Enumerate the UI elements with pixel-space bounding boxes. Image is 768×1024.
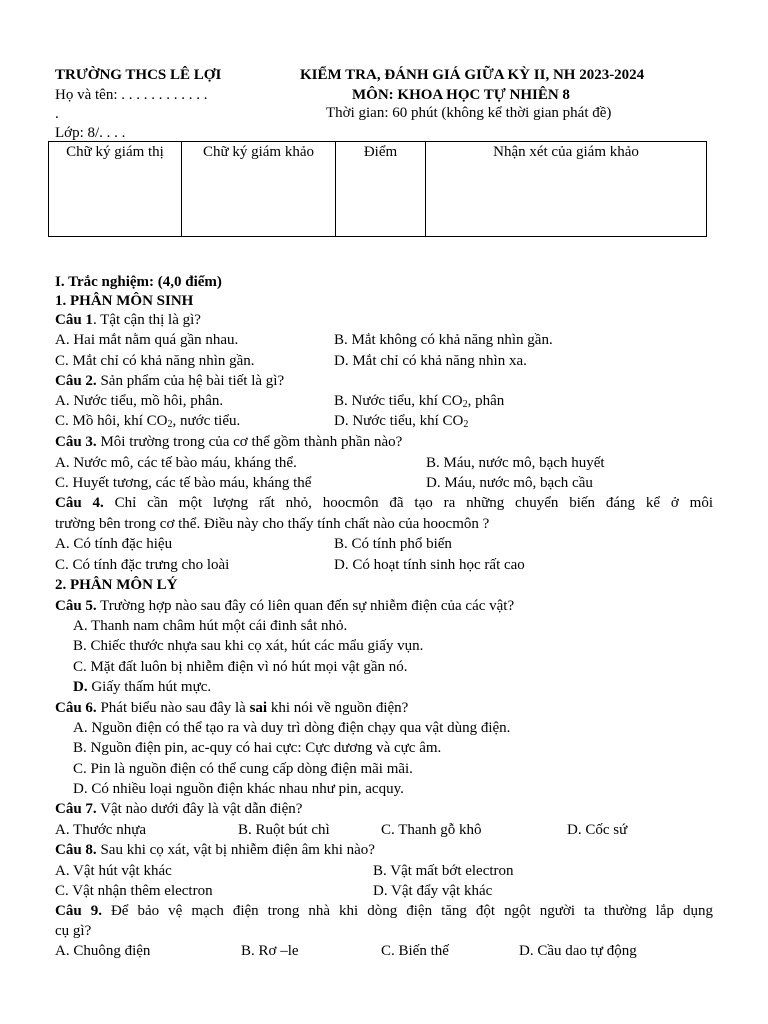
examiner-proctor-signature-cell: Chữ ký giám thị [49, 142, 182, 237]
q9-option-c: C. Biến thế [381, 943, 449, 959]
question-label: Câu 5. [55, 598, 97, 614]
question-label: Câu 1 [55, 312, 93, 328]
q6-option-c: C. Pin là nguồn điện có thể cung cấp dòng điện mãi mãi. [73, 761, 413, 777]
question-3 [55, 432, 402, 452]
q5-option-a: A. Thanh nam châm hút một cái đinh sắt nhỏ. [73, 618, 348, 634]
q2-option-d [334, 411, 468, 431]
option-label: D. [73, 679, 88, 695]
question-text: Để bảo vệ mạch điện trong nhà khi dòng điện tăng đột ngột người ta thường lắp dụng [101, 903, 713, 919]
q9-option-b: B. Rơ –le [241, 943, 299, 959]
q6-option-d: D. Có nhiều loại nguồn điện khác nhau như pin, acquy. [73, 781, 404, 797]
q8-option-b: B. Vật mất bớt electron [373, 863, 514, 879]
grader-signature-cell: Chữ ký giám khảo [182, 142, 336, 237]
q2-option-b [334, 391, 504, 411]
question-9-cont: cụ gì? [55, 923, 92, 939]
grade-table [48, 141, 707, 237]
question-label: Câu 9. [55, 903, 102, 919]
exam-time: Thời gian: 60 phút (không kể thời gian phát đề) [326, 105, 612, 121]
exam-title: KIỂM TRA, ĐÁNH GIÁ GIỮA KỲ II, NH 2023-2024 [300, 67, 645, 83]
question-text: Phát biểu nào sau đây là [96, 700, 250, 716]
q3-option-a: A. Nước mô, các tế bào máu, kháng thể. [55, 455, 297, 471]
class-line: Lớp: 8/. . . . [55, 125, 126, 141]
school-name: TRƯỜNG THCS LÊ LỢI [55, 67, 222, 83]
q1-option-b: B. Mắt không có khả năng nhìn gần. [334, 332, 553, 348]
option-text: C. Mồ hôi, khí CO [55, 413, 168, 429]
q4-option-a: A. Có tính đặc hiệu [55, 536, 173, 552]
option-text: , phân [467, 393, 505, 409]
question-emphasis: sai [249, 700, 268, 716]
student-name-line: Họ và tên: . . . . . . . . . . . . [55, 87, 208, 103]
option-text: B. Nước tiểu, khí CO [334, 393, 463, 409]
question-text: Môi trường trong của cơ thể gồm thành phần nào? [96, 434, 403, 450]
grader-comment-cell: Nhận xét của giám khảo [426, 142, 707, 237]
q9-option-d: D. Cầu dao tự động [519, 943, 637, 959]
q3-option-b: B. Máu, nước mô, bạch huyết [426, 455, 605, 471]
q7-option-c: C. Thanh gỗ khô [381, 822, 482, 838]
question-label: Câu 6. [55, 700, 97, 716]
question-text: Sản phẩm của hệ bài tiết là gì? [96, 373, 285, 389]
q3-option-c: C. Huyết tương, các tế bào máu, kháng thể [55, 475, 312, 491]
question-label: Câu 4. [55, 495, 104, 511]
question-text: Chỉ cần một lượng rất nhỏ, hoocmôn đã tạo ra những chuyển biến đáng kể ở môi [103, 495, 713, 511]
question-label: Câu 2. [55, 373, 97, 389]
question-9 [55, 901, 713, 941]
q9-option-a: A. Chuông điện [55, 943, 151, 959]
section-title: I. Trắc nghiệm: (4,0 điểm) [55, 274, 222, 290]
question-1 [55, 310, 201, 330]
question-label: Câu 7. [55, 801, 97, 817]
q8-option-d: D. Vật đẩy vật khác [373, 883, 493, 899]
question-5 [55, 596, 514, 616]
q1-option-d: D. Mắt chỉ có khả năng nhìn xa. [334, 353, 527, 369]
question-2 [55, 371, 284, 391]
question-text: Sau khi cọ xát, vật bị nhiễm điện âm khi nào? [96, 842, 375, 858]
option-text: D. Nước tiểu, khí CO [334, 413, 464, 429]
option-text: , nước tiểu. [172, 413, 241, 429]
question-text: Vật nào dưới đây là vật dẫn điện? [96, 801, 303, 817]
subject-title: MÔN: KHOA HỌC TỰ NHIÊN 8 [352, 87, 570, 103]
subscript: 2 [462, 399, 468, 410]
question-label: Câu 3. [55, 434, 97, 450]
question-4-cont: trường bên trong cơ thể. Điều này cho thấy tính chất nào của hoocmôn ? [55, 516, 490, 532]
question-text: khi nói về nguồn điện? [267, 700, 409, 716]
q7-option-d: D. Cốc sứ [567, 822, 628, 838]
q4-option-b: B. Có tính phổ biến [334, 536, 452, 552]
student-name-line-cont: . [55, 106, 59, 122]
q4-option-d: D. Có hoạt tính sinh học rất cao [334, 557, 525, 573]
question-8 [55, 840, 375, 860]
q2-option-a: A. Nước tiểu, mồ hôi, phân. [55, 393, 224, 409]
q2-option-c [55, 411, 240, 431]
subscript: 2 [463, 419, 469, 430]
q8-option-c: C. Vật nhận thêm electron [55, 883, 213, 899]
q1-option-c: C. Mắt chỉ có khả năng nhìn gần. [55, 353, 255, 369]
q1-option-a: A. Hai mắt nằm quá gần nhau. [55, 332, 239, 348]
q5-option-c: C. Mặt đất luôn bị nhiễm điện vì nó hút mọi vật gần nó. [73, 659, 408, 675]
part-physics-title: 2. PHÂN MÔN LÝ [55, 577, 178, 593]
q8-option-a: A. Vật hút vật khác [55, 863, 172, 879]
q7-option-a: A. Thước nhựa [55, 822, 146, 838]
q5-option-d [73, 677, 211, 697]
q4-option-c: C. Có tính đặc trưng cho loài [55, 557, 230, 573]
question-6 [55, 698, 408, 718]
subscript: 2 [167, 419, 173, 430]
q3-option-d: D. Máu, nước mô, bạch cầu [426, 475, 593, 491]
score-cell: Điểm [336, 142, 426, 237]
q6-option-b: B. Nguồn điện pin, ac-quy có hai cực: Cực dương và cực âm. [73, 740, 442, 756]
option-text: Giấy thấm hút mực. [87, 679, 212, 695]
part-biology-title: 1. PHÂN MÔN SINH [55, 293, 194, 309]
question-text: Trường hợp nào sau đây có liên quan đến sự nhiễm điện của các vật? [96, 598, 515, 614]
question-7 [55, 799, 302, 819]
question-text: . Tật cận thị là gì? [92, 312, 201, 328]
q7-option-b: B. Ruột bút chì [238, 822, 330, 838]
q5-option-b: B. Chiếc thước nhựa sau khi cọ xát, hút các mẩu giấy vụn. [73, 638, 424, 654]
q6-option-a: A. Nguồn điện có thể tạo ra và duy trì dòng điện chạy qua vật dùng điện. [73, 720, 511, 736]
question-label: Câu 8. [55, 842, 97, 858]
